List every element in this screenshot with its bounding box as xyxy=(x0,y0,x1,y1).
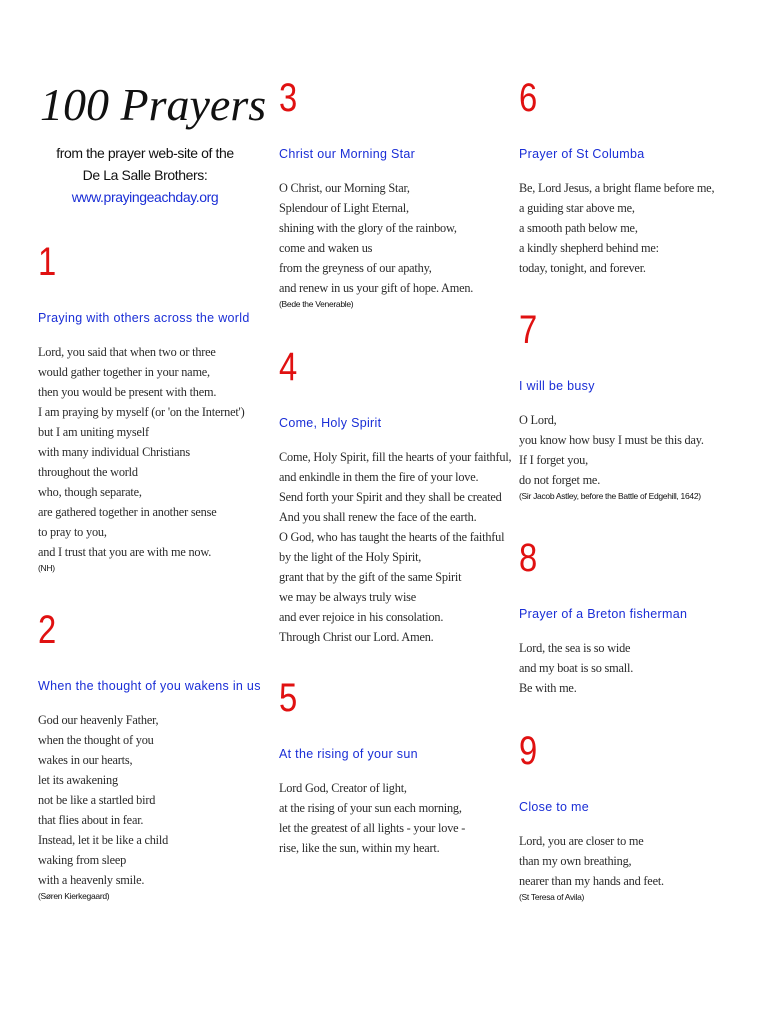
prayer-4 xyxy=(279,345,512,647)
prayer-title: Prayer of St Columba xyxy=(519,147,645,161)
prayer-line: that flies about in fear. xyxy=(38,813,144,827)
prayer-8 xyxy=(519,536,759,698)
prayer-line: Lord, you are closer to me xyxy=(519,834,644,848)
prayer-number: 9 xyxy=(519,729,538,773)
prayer-line: a kindly shepherd behind me: xyxy=(519,241,659,255)
prayer-line: and ever rejoice in his consolation. xyxy=(279,610,444,624)
prayer-line: If I forget you, xyxy=(519,453,588,467)
prayer-2 xyxy=(38,608,268,902)
prayer-title: I will be busy xyxy=(519,379,595,393)
prayer-line: do not forget me. xyxy=(519,473,601,487)
prayer-line: we may be always truly wise xyxy=(279,590,416,604)
prayer-attribution: (Bede the Venerable) xyxy=(279,299,354,309)
prayer-line: would gather together in your name, xyxy=(38,365,210,379)
prayer-title: Praying with others across the world xyxy=(38,311,250,325)
prayer-number: 8 xyxy=(519,536,538,580)
prayer-text xyxy=(519,410,759,490)
prayer-line: Lord, the sea is so wide xyxy=(519,641,631,655)
prayer-number: 3 xyxy=(279,76,298,120)
prayer-line: Send forth your Spirit and they shall be created xyxy=(279,490,502,504)
prayer-7 xyxy=(519,308,759,502)
prayer-attribution: (NH) xyxy=(38,563,55,573)
prayer-1 xyxy=(38,240,268,574)
prayer-text xyxy=(519,831,759,891)
prayer-text xyxy=(519,638,759,698)
prayer-line: O God, who has taught the hearts of the faithful xyxy=(279,530,505,544)
prayer-number: 2 xyxy=(38,608,57,652)
document-header xyxy=(40,78,267,208)
prayer-number: 6 xyxy=(519,76,538,120)
prayer-line: not be like a startled bird xyxy=(38,793,156,807)
prayer-line: let its awakening xyxy=(38,773,118,787)
prayer-line: at the rising of your sun each morning, xyxy=(279,801,462,815)
prayer-attribution: (St Teresa of Avila) xyxy=(519,892,585,902)
prayer-line: when the thought of you xyxy=(38,733,154,747)
prayer-line: a smooth path below me, xyxy=(519,221,638,235)
prayer-line: wakes in our hearts, xyxy=(38,753,133,767)
prayer-line: Come, Holy Spirit, fill the hearts of your faithful, xyxy=(279,450,512,464)
prayer-line: come and waken us xyxy=(279,241,373,255)
prayer-6 xyxy=(519,76,759,278)
prayer-line: and enkindle in them the fire of your love. xyxy=(279,470,479,484)
prayer-title: At the rising of your sun xyxy=(279,747,418,761)
subtitle-line-1: from the prayer web-site of the xyxy=(56,145,234,161)
prayer-text xyxy=(38,342,268,562)
prayer-line: shining with the glory of the rainbow, xyxy=(279,221,457,235)
prayer-line: from the greyness of our apathy, xyxy=(279,261,432,275)
prayer-line: and renew in us your gift of hope. Amen. xyxy=(279,281,474,295)
prayer-line: and my boat is so small. xyxy=(519,661,634,675)
prayer-line: Be, Lord Jesus, a bright flame before me, xyxy=(519,181,715,195)
prayer-line: are gathered together in another sense xyxy=(38,505,217,519)
prayer-line: Lord God, Creator of light, xyxy=(279,781,407,795)
prayer-line: Instead, let it be like a child xyxy=(38,833,169,847)
prayer-line: than my own breathing, xyxy=(519,854,632,868)
prayer-line: by the light of the Holy Spirit, xyxy=(279,550,422,564)
prayer-title: Close to me xyxy=(519,800,589,814)
prayer-line: Lord, you said that when two or three xyxy=(38,345,216,359)
prayer-line: O Christ, our Morning Star, xyxy=(279,181,410,195)
prayer-line: and I trust that you are with me now. xyxy=(38,545,212,559)
prayer-5 xyxy=(279,676,509,858)
prayer-3 xyxy=(279,76,509,310)
prayer-title: Prayer of a Breton fisherman xyxy=(519,607,688,621)
prayer-text xyxy=(279,447,512,647)
prayer-line: let the greatest of all lights - your love - xyxy=(279,821,466,835)
prayer-title: Christ our Morning Star xyxy=(279,147,416,161)
prayer-line: to pray to you, xyxy=(38,525,107,539)
prayer-number: 4 xyxy=(279,345,298,389)
prayer-line: Be with me. xyxy=(519,681,577,695)
prayer-number: 7 xyxy=(519,308,538,352)
prayer-text xyxy=(519,178,759,278)
prayer-line: then you would be present with them. xyxy=(38,385,217,399)
prayer-line: throughout the world xyxy=(38,465,138,479)
prayer-attribution: (Søren Kierkegaard) xyxy=(38,891,110,901)
prayer-line: Splendour of Light Eternal, xyxy=(279,201,409,215)
prayer-line: Through Christ our Lord. Amen. xyxy=(279,630,434,644)
prayer-line: rise, like the sun, within my heart. xyxy=(279,841,440,855)
prayer-line: I am praying by myself (or 'on the Internet') xyxy=(38,405,245,419)
prayer-line: but I am uniting myself xyxy=(38,425,149,439)
prayer-title: When the thought of you wakens in us xyxy=(38,679,261,693)
prayer-title: Come, Holy Spirit xyxy=(279,416,382,430)
prayer-9 xyxy=(519,729,759,903)
prayer-line: with a heavenly smile. xyxy=(38,873,145,887)
prayer-line: you know how busy I must be this day. xyxy=(519,433,704,447)
prayer-line: a guiding star above me, xyxy=(519,201,635,215)
prayer-text xyxy=(279,178,509,298)
prayer-line: waking from sleep xyxy=(38,853,127,867)
prayer-number: 5 xyxy=(279,676,298,720)
prayer-line: grant that by the gift of the same Spirit xyxy=(279,570,462,584)
subtitle-line-2: De La Salle Brothers: xyxy=(82,167,208,183)
prayer-line: today, tonight, and forever. xyxy=(519,261,646,275)
prayer-line: with many individual Christians xyxy=(38,445,190,459)
prayer-line: God our heavenly Father, xyxy=(38,713,159,727)
website-link[interactable]: www.prayingeachday.org xyxy=(71,189,219,205)
prayer-line: nearer than my hands and feet. xyxy=(519,874,664,888)
prayer-number: 1 xyxy=(38,240,57,284)
prayer-text xyxy=(279,778,509,858)
document-title: 100 Prayers xyxy=(40,79,267,130)
prayer-text xyxy=(38,710,268,890)
prayer-line: And you shall renew the face of the earth. xyxy=(279,510,477,524)
prayer-line: O Lord, xyxy=(519,413,557,427)
prayer-line: who, though separate, xyxy=(38,485,142,499)
prayer-attribution: (Sir Jacob Astley, before the Battle of Edgehill, 1642) xyxy=(519,491,701,501)
